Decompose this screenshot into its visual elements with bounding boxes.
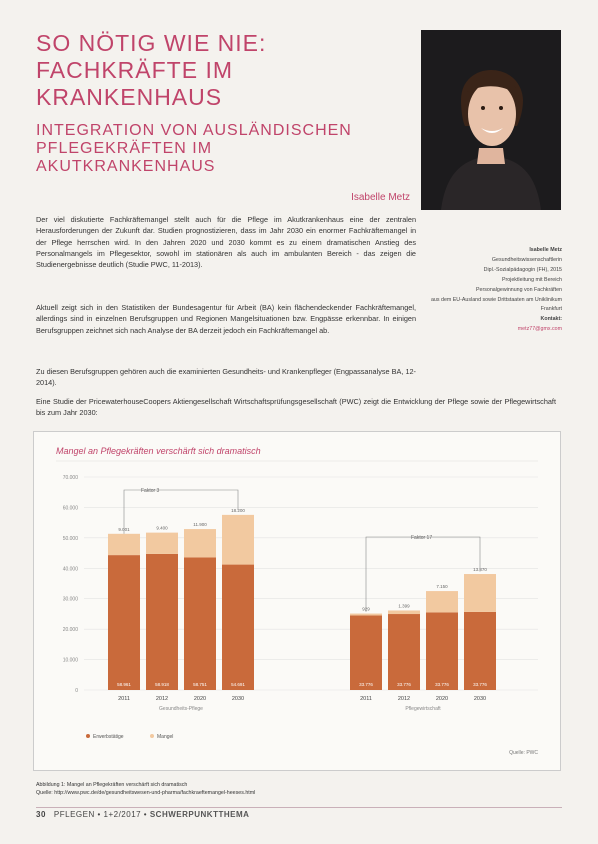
bar-chart xyxy=(34,432,560,770)
x-tick-label: 2011 xyxy=(360,696,372,702)
bar-data-label: 54.691 xyxy=(231,682,245,687)
bar-erwerbstaetige xyxy=(184,557,216,690)
y-tick-label: 60.000 xyxy=(62,505,78,512)
article-subtitle: INTEGRATION VON AUSLÄNDISCHEN PFLEGEKRÄFTEN IM AKUTKRANKENHAUS xyxy=(36,122,352,175)
bio-line: Personalgewinnung von Fachkräften xyxy=(476,286,562,293)
bio-name: Isabelle Metz xyxy=(529,247,562,253)
body-paragraph-2: Aktuell zeigt sich in den Statistiken der Bundesagentur für Arbeit (BA) kein flächendeckender Fachkräftemangel, allerdings sind in einzelnen Berufsgruppen und Regionen Mangelsituationen bzw. Engpässe erkennbar. In einigen Berufsgruppen zeichnet sich nach Analyse der BA derzeit jedoch ein Fachkräftemangel ab. xyxy=(36,303,416,335)
annotation-label: Faktor 17 xyxy=(411,535,433,541)
figure-caption xyxy=(36,781,536,797)
bar-mangel xyxy=(222,515,254,565)
x-tick-label: 2030 xyxy=(231,696,245,702)
y-tick-label: 70.000 xyxy=(62,475,78,481)
article-title: SO NÖTIG WIE NIE: FACHKRÄFTE IM KRANKENHAUS xyxy=(36,30,267,110)
page-number: 30 xyxy=(36,810,46,819)
bio-contact-label: Kontakt: xyxy=(540,316,562,323)
bar-data-label: 58.918 xyxy=(155,682,169,687)
chart-source: Quelle: PWC xyxy=(509,750,538,756)
chart-title: Mangel an Pflegekräften verschärft sich dramatisch xyxy=(56,446,261,456)
x-tick-label: 2011 xyxy=(118,696,130,702)
legend-swatch xyxy=(86,734,90,738)
legend-label: Mangel xyxy=(157,734,174,740)
bio-line: Gesundheitswissenschaftlerin xyxy=(491,256,562,263)
bio-line: Projektleitung mit Bereich xyxy=(501,276,562,283)
group-label: Pflegewirtschaft xyxy=(405,706,441,712)
legend-label: Erwerbstätige xyxy=(93,734,124,740)
author-bio xyxy=(420,246,562,335)
footer-divider xyxy=(36,807,562,808)
bar-data-label: 13.870 xyxy=(473,567,487,573)
bar-mangel xyxy=(388,610,420,614)
bar-erwerbstaetige xyxy=(222,565,254,690)
bar-mangel xyxy=(426,591,458,612)
bar-data-label: 9.400 xyxy=(156,525,168,531)
annotation-bracket xyxy=(366,537,480,612)
y-tick-label: 30.000 xyxy=(62,596,78,603)
bar-mangel xyxy=(464,574,496,612)
x-tick-label: 2020 xyxy=(193,696,207,702)
caption-line: Abbildung 1: Mangel an Pflegekräften verschärft sich dramatisch xyxy=(36,782,188,788)
bio-line: Dipl.-Sozialpädagogin (FH), 2015 xyxy=(483,266,562,273)
y-tick-label: 0 xyxy=(75,688,78,694)
y-tick-label: 20.000 xyxy=(62,627,78,634)
caption-source: Quelle: http://www.pwc.de/de/gesundheitswesen-und-pharma/fachkraeftemangel-heeses.html xyxy=(36,790,256,796)
bar-mangel xyxy=(146,533,178,554)
page-footer xyxy=(36,810,249,819)
bar-data-label: 33.776 xyxy=(397,682,411,687)
x-tick-label: 2012 xyxy=(155,696,169,702)
bar-data-label: 11.900 xyxy=(193,522,207,528)
bar-mangel xyxy=(108,534,140,555)
y-tick-label: 50.000 xyxy=(62,535,78,542)
bar-data-label: 33.776 xyxy=(435,682,449,687)
bar-mangel xyxy=(350,614,382,616)
y-tick-label: 10.000 xyxy=(62,657,78,664)
group-label: Gesundheits-Pflege xyxy=(159,706,203,712)
magazine-name: PFLEGEN • 1+2/2017 • xyxy=(53,810,148,819)
bar-erwerbstaetige xyxy=(464,612,496,690)
chart-figure xyxy=(33,431,561,771)
body-paragraph-4: Eine Studie der PricewaterhouseCoopers Aktiengesellschaft Wirtschaftsprüfungsgesellschaft (PWC) zeigt die Entwicklung der Pflege sowie der Pflegewirtschaft bis zum Jahr 2030: xyxy=(36,397,556,418)
bio-email-link[interactable]: metz77@gmx.com xyxy=(517,326,562,333)
annotation-label: Faktor 3 xyxy=(141,488,160,494)
legend-swatch xyxy=(150,734,154,738)
bar-erwerbstaetige xyxy=(426,612,458,690)
bar-data-label: 18.200 xyxy=(231,507,245,513)
article-author: Isabelle Metz xyxy=(351,192,410,203)
bar-erwerbstaetige xyxy=(388,614,420,690)
bar-data-label: 33.776 xyxy=(359,682,373,687)
bar-data-label: 929 xyxy=(362,606,370,612)
bar-erwerbstaetige xyxy=(146,554,178,690)
y-tick-label: 40.000 xyxy=(62,566,78,573)
x-tick-label: 2030 xyxy=(473,696,487,702)
body-paragraph-1: Der viel diskutierte Fachkräftemangel stellt auch für die Pflege im Akutkrankenhaus eine der zentralen Herausforderungen der Zukunft dar. Studien prognostizieren, dass im Jahr 2030 ein enormer Fachkräftemangel in der Pflege herrschen wird. In den Jahren 2020 und 2030 kommt es zu einem dramatischen Anstieg des Personalmangels im Pflegesektor, sowohl im stationären als auch im ambulanten Bereich - das zeigen die Studienergebnisse deutlich (Studie PWC, 11-2013). xyxy=(36,215,416,270)
bar-mangel xyxy=(184,529,216,557)
section-name: SCHWERPUNKTTHEMA xyxy=(149,810,250,819)
bar-erwerbstaetige xyxy=(108,555,140,690)
bar-data-label: 58.751 xyxy=(193,682,207,687)
x-tick-label: 2012 xyxy=(397,696,411,702)
author-portrait-image xyxy=(421,30,561,210)
bio-line: aus dem EU-Ausland sowie Drittstaaten am Uniklinikum Frankfurt xyxy=(430,296,562,313)
bar-data-label: 1.399 xyxy=(398,603,410,609)
body-paragraph-3: Zu diesen Berufsgruppen gehören auch die examinierten Gesundheits- und Krankenpfleger (Engpassanalyse BA, 12-2014). xyxy=(36,367,416,388)
bar-data-label: 9.001 xyxy=(118,526,130,532)
bar-data-label: 7.150 xyxy=(436,584,448,590)
bar-data-label: 33.776 xyxy=(473,682,487,687)
x-tick-label: 2020 xyxy=(435,696,449,702)
bar-data-label: 58.961 xyxy=(117,682,131,687)
annotation-bracket xyxy=(124,490,238,534)
author-photo xyxy=(421,30,561,210)
bar-erwerbstaetige xyxy=(350,615,382,690)
